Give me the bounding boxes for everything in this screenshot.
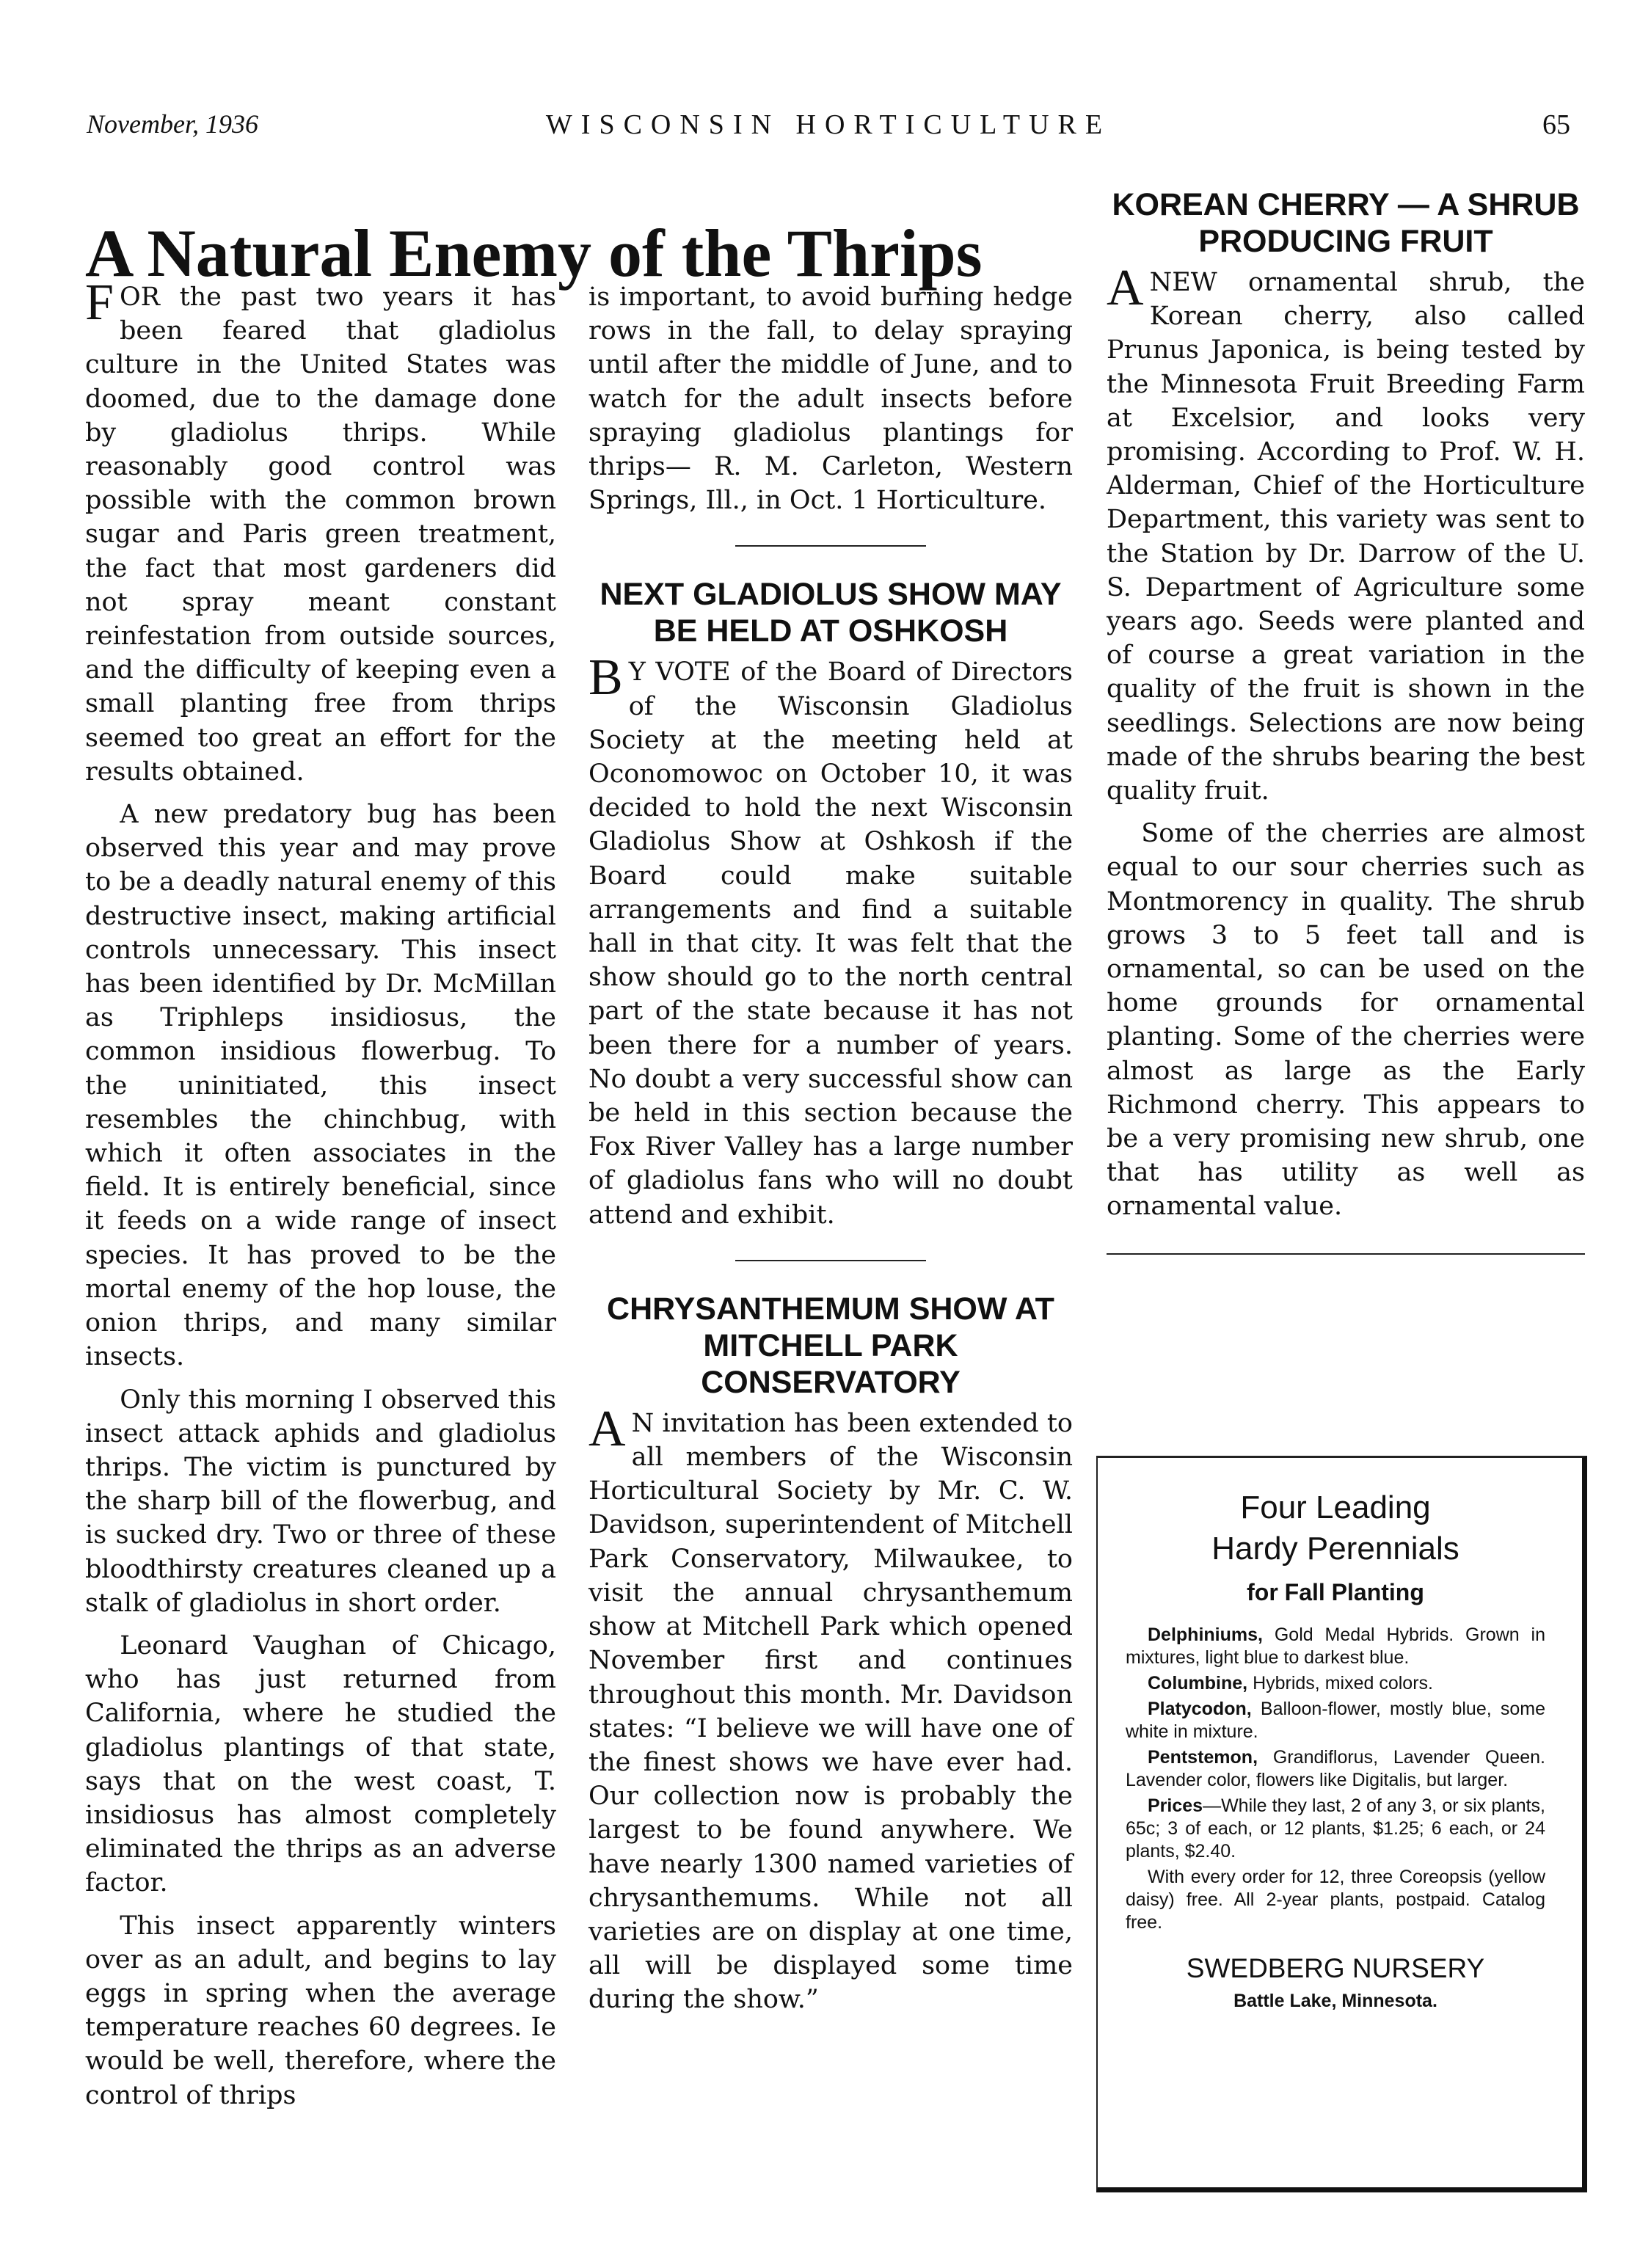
plant-name: Delphiniums, xyxy=(1148,1625,1263,1645)
ad-list-item xyxy=(1126,1698,1545,1743)
ad-title-line: Hardy Perennials xyxy=(1211,1531,1459,1567)
article-paragraph: Some of the cherries are almost equal to our sour cherries such as Montmorency in quality. The shrub grows 3 to 5 feet tall and is ornamental, so can be used on the home grounds for ornamental planting. Some of the cherries were almost as large as the Early Richmond cherry. This appears to be a very promising new shrub, one that has utility as well as ornamental value. xyxy=(1107,819,1585,1222)
ad-list-item xyxy=(1126,1624,1545,1669)
article-paragraph: A new predatory bug has been observed this year and may prove to be a deadly natural enemy of this destructive insect, making artificial controls unnecessary. This insect has been identified by Dr. McMillan as Triphleps insidiosus, the common insidious flowerbug. To the uninitiated, this insect resembles the chinchbug, with which it often associates in the field. It is entirely beneficial, since it feeds on a wide range of insect species. It has proved to be the mortal enemy of the hop louse, the onion thrips, and many similar insects. xyxy=(85,800,556,1372)
publication-title: WISCONSIN HORTICULTURE xyxy=(545,109,1112,140)
ad-subtitle: for Fall Planting xyxy=(1247,1579,1424,1605)
section-divider xyxy=(735,1260,926,1261)
paragraph-text: Y VOTE of the Board of Directors of the Wisconsin Gladiolus Society at the meeting held at Oconomowoc on October 10, it was decided to hold the next Wisconsin Gladiolus Show at Oshkosh if the Board could make suitable arrangements and find a suitable hall in that city. It was felt that the show should go to the north central part of the state because it has not been there for a number of years. No doubt a very successful show can be held in this section because the Fox River Valley has a large number of gladiolus fans who will no doubt attend and exhibit. xyxy=(588,657,1073,1230)
article-paragraph: Only this morning I observed this insect attack aphids and gladiolus thrips. The victim is punctured by the sharp bill of the flowerbug, and is sucked dry. Two or three of these bloodthirsty creatures cleaned up a stalk of gladiolus in short order. xyxy=(85,1385,556,1618)
drop-cap: A xyxy=(588,1400,626,1457)
plant-name: Columbine, xyxy=(1148,1673,1248,1693)
prices-text: —While they last, 2 of any 3, or six plants, 65c; 3 of each, or 12 plants, $1.25; 6 each, or 24 plants, $2.40. xyxy=(1126,1795,1545,1862)
article-title-chrysanthemum-show: CHRYSANTHEMUM SHOW AT MITCHELL PARK CONSERVATORY xyxy=(607,1291,1054,1400)
drop-cap: A xyxy=(1107,260,1144,316)
paragraph-text: NEW ornamental shrub, the Korean cherry, also called Prunus Japonica, is being tested by the Minnesota Fruit Breeding Farm at Excelsior, and looks very promising. According to Prof. W. H. Alderman, Chief of the Horticulture Department, this variety was sent to the Station by Dr. Darrow of the U. S. Department of Agriculture some years ago. Seeds were planted and of course a great variation in the quality of the fruit is shown in the seedlings. Selections are now being made of the shrubs bearing the best quality fruit. xyxy=(1107,268,1585,806)
nursery-location: Battle Lake, Minnesota. xyxy=(1233,1991,1437,2011)
article-title-gladiolus-show: NEXT GLADIOLUS SHOW MAY BE HELD AT OSHKOSH xyxy=(599,577,1062,649)
article-title-thrips: A Natural Enemy of the Thrips xyxy=(85,215,983,291)
column-middle xyxy=(588,280,1073,2026)
running-head xyxy=(87,109,1570,153)
section-divider xyxy=(735,545,926,547)
article-paragraph: Leonard Vaughan of Chicago, who has just returned from California, where he studied the gladiolus plantings of that state, says that on the west coast, T. insidiosus has almost completely eliminated the thrips as an adverse factor. xyxy=(85,1630,556,1898)
plant-description: Balloon-flower, mostly blue, some white in mixture. xyxy=(1126,1699,1546,1742)
article-paragraph xyxy=(1107,260,1585,808)
ad-list-item xyxy=(1126,1795,1545,1863)
article-title-korean-cherry: KOREAN CHERRY — A SHRUB PRODUCING FRUIT xyxy=(1112,187,1580,259)
ad-list-item xyxy=(1126,1672,1545,1695)
column-right xyxy=(1107,186,1585,1274)
plant-description: Gold Medal Hybrids. Grown in mixtures, light blue to darkest blue. xyxy=(1126,1625,1545,1668)
plant-description: Hybrids, mixed colors. xyxy=(1253,1673,1433,1693)
paragraph-text: OR the past two years it has been feared that gladiolus culture in the United States was doomed, due to the damage done by gladiolus thrips. While reasonably good control was possible with the common brown sugar and Paris green treatment, the fact that most gardeners did not spray meant constant reinfestation from outside sources, and the difficulty of keeping even a small planting free from thrips seemed too great an effort for the results obtained. xyxy=(85,282,556,787)
plant-name: Platycodon, xyxy=(1148,1699,1252,1719)
article-paragraph: This insect apparently winters over as an adult, and begins to lay eggs in spring when the average temperature reaches 60 degrees. Ie would be well, therefore, where the control of thrips xyxy=(85,1911,556,2110)
column-left xyxy=(85,274,556,2121)
article-paragraph xyxy=(588,1400,1073,2017)
article-paragraph xyxy=(588,649,1073,1231)
nursery-advertisement xyxy=(1096,1456,1587,2192)
ad-title-line: Four Leading xyxy=(1240,1489,1431,1525)
drop-cap: B xyxy=(588,649,623,707)
plant-name: Pentstemon, xyxy=(1148,1747,1258,1768)
paragraph-text: N invitation has been extended to all members of the Wisconsin Horticultural Society by Mr. C. W. Davidson, superintendent of Mitchell Park Conservatory, Milwaukee, to visit the annual chrysanthemum show at Mitchell Park which opened November first and continues throughout this month. Mr. Davidson states: “I believe we will have one of the finest shows we have ever had. Our collection now is probably the largest to be found anywhere. We have nearly 1300 named varieties of chrysanthemums. While not all varieties are on display at one time, all will be displayed some time during the show.” xyxy=(588,1408,1073,2015)
article-paragraph-continued: is important, to avoid burning hedge rows in the fall, to delay spraying until after the middle of June, and to watch for the adult insects before spraying gladiolus plantings for thrips— R. M. Carleton, Western Springs, Ill., in Oct. 1 Horticulture. xyxy=(588,282,1073,516)
page-number: 65 xyxy=(1542,109,1570,140)
drop-cap: F xyxy=(85,274,114,331)
article-paragraph xyxy=(85,274,556,789)
ad-list-item xyxy=(1126,1746,1545,1792)
prices-label: Prices xyxy=(1148,1795,1203,1816)
nursery-name: SWEDBERG NURSERY xyxy=(1186,1953,1485,1983)
issue-date: November, 1936 xyxy=(87,109,258,139)
section-divider xyxy=(1107,1253,1585,1255)
plant-description: Grandiflorus, Lavender Queen. Lavender color, flowers like Digitalis, but larger. xyxy=(1126,1747,1546,1790)
ad-offer: With every order for 12, three Coreopsis (yellow daisy) free. All 2-year plants, postpaid. Catalog free. xyxy=(1126,1867,1545,1933)
